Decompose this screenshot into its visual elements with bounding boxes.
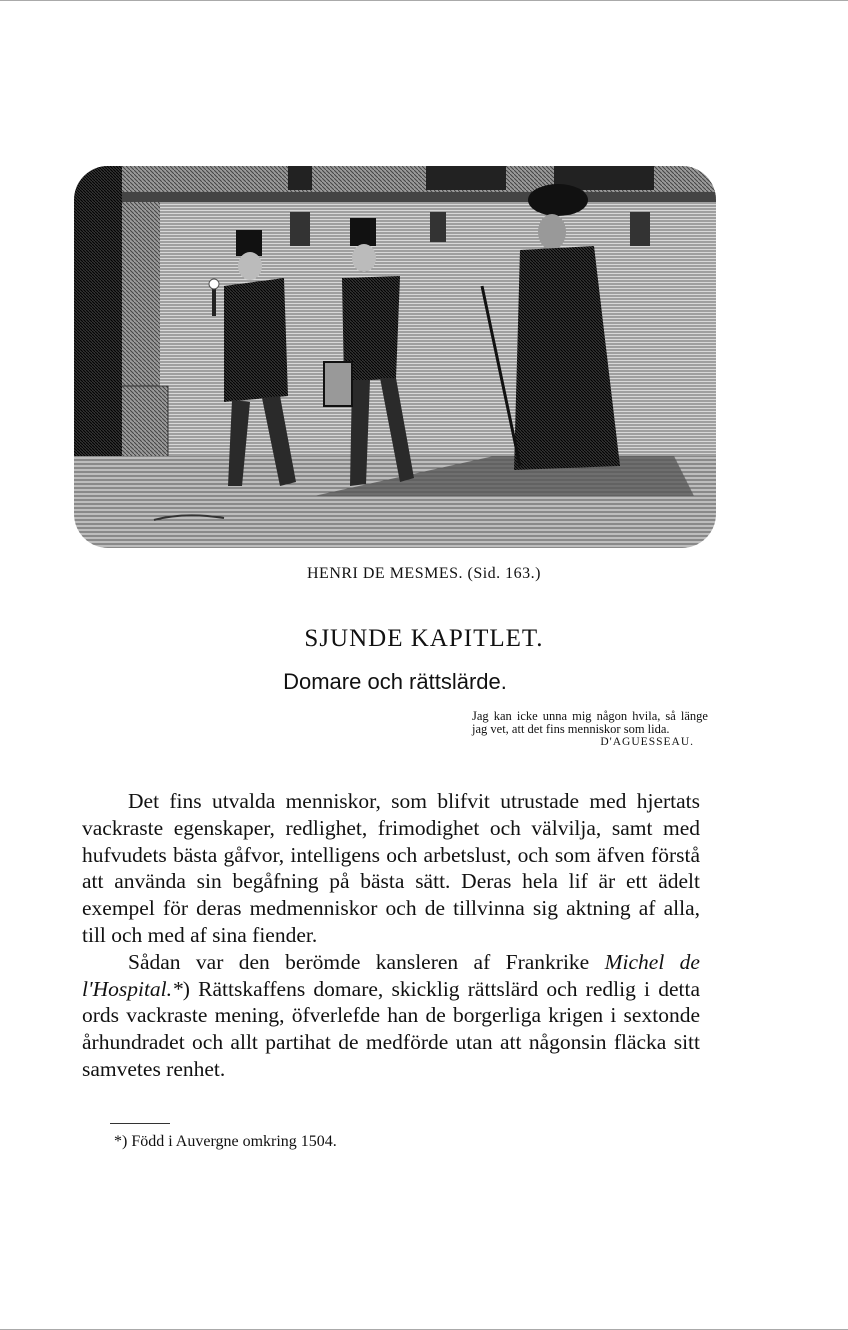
footnote-rule bbox=[110, 1123, 170, 1124]
paragraph-2-name: Michel de l'Hospital.* bbox=[82, 949, 700, 1001]
chapter-subtitle: Domare och rättslärde. bbox=[283, 669, 507, 694]
illustration-caption: HENRI DE MESMES. (Sid. 163.) bbox=[306, 565, 541, 582]
shutter-2 bbox=[430, 212, 446, 242]
dark-archway bbox=[74, 166, 122, 466]
epigraph bbox=[472, 710, 708, 749]
body-text bbox=[82, 788, 700, 1083]
footnote: *) Född i Auvergne omkring 1504. bbox=[114, 1133, 337, 1150]
cornice bbox=[114, 192, 716, 202]
shutter-1 bbox=[290, 212, 310, 246]
paragraph-2-start: Sådan var den berömde kansleren af Frankrike bbox=[128, 949, 605, 974]
shutter-3 bbox=[630, 212, 650, 246]
top-edge-divider bbox=[0, 0, 848, 1]
engraving-illustration bbox=[74, 166, 716, 548]
paragraph-1: Det fins utvalda menniskor, som blifvit utrustade med hjertats vackraste egenskaper, redlighet, frimodighet och välvilja, samt med hufvudets bästa gåfvor, intelligens och arbetslust, och som äfven förstå att använda sin begåfning på bästa sätt. Deras hela lif är ett ädelt exempel för deras medmenniskor och de tillvinna sig aktning af alla, till och med af sina fiender. bbox=[82, 789, 700, 947]
window-2 bbox=[426, 166, 506, 190]
column-base bbox=[118, 386, 168, 466]
epigraph-attribution: D'AGUESSEAU. bbox=[600, 736, 694, 748]
epigraph-text: Jag kan icke unna mig någon hvila, så länge jag vet, att det fins menniskor som lida. bbox=[472, 709, 708, 736]
engraving-svg bbox=[74, 166, 716, 548]
chapter-title: SJUNDE KAPITLET. bbox=[304, 625, 544, 652]
paragraph-2 bbox=[82, 949, 700, 1083]
window-1 bbox=[288, 166, 312, 190]
paragraph-2-rest: ) Rättskaffens domare, skicklig rättslärd och redlig i detta ords vackraste mening, öfverlefde han de borgerliga krigen i sextonde århundradet och allt partihat de medförde utan att någonsin fläcka sitt samvetes renhet. bbox=[82, 976, 700, 1081]
